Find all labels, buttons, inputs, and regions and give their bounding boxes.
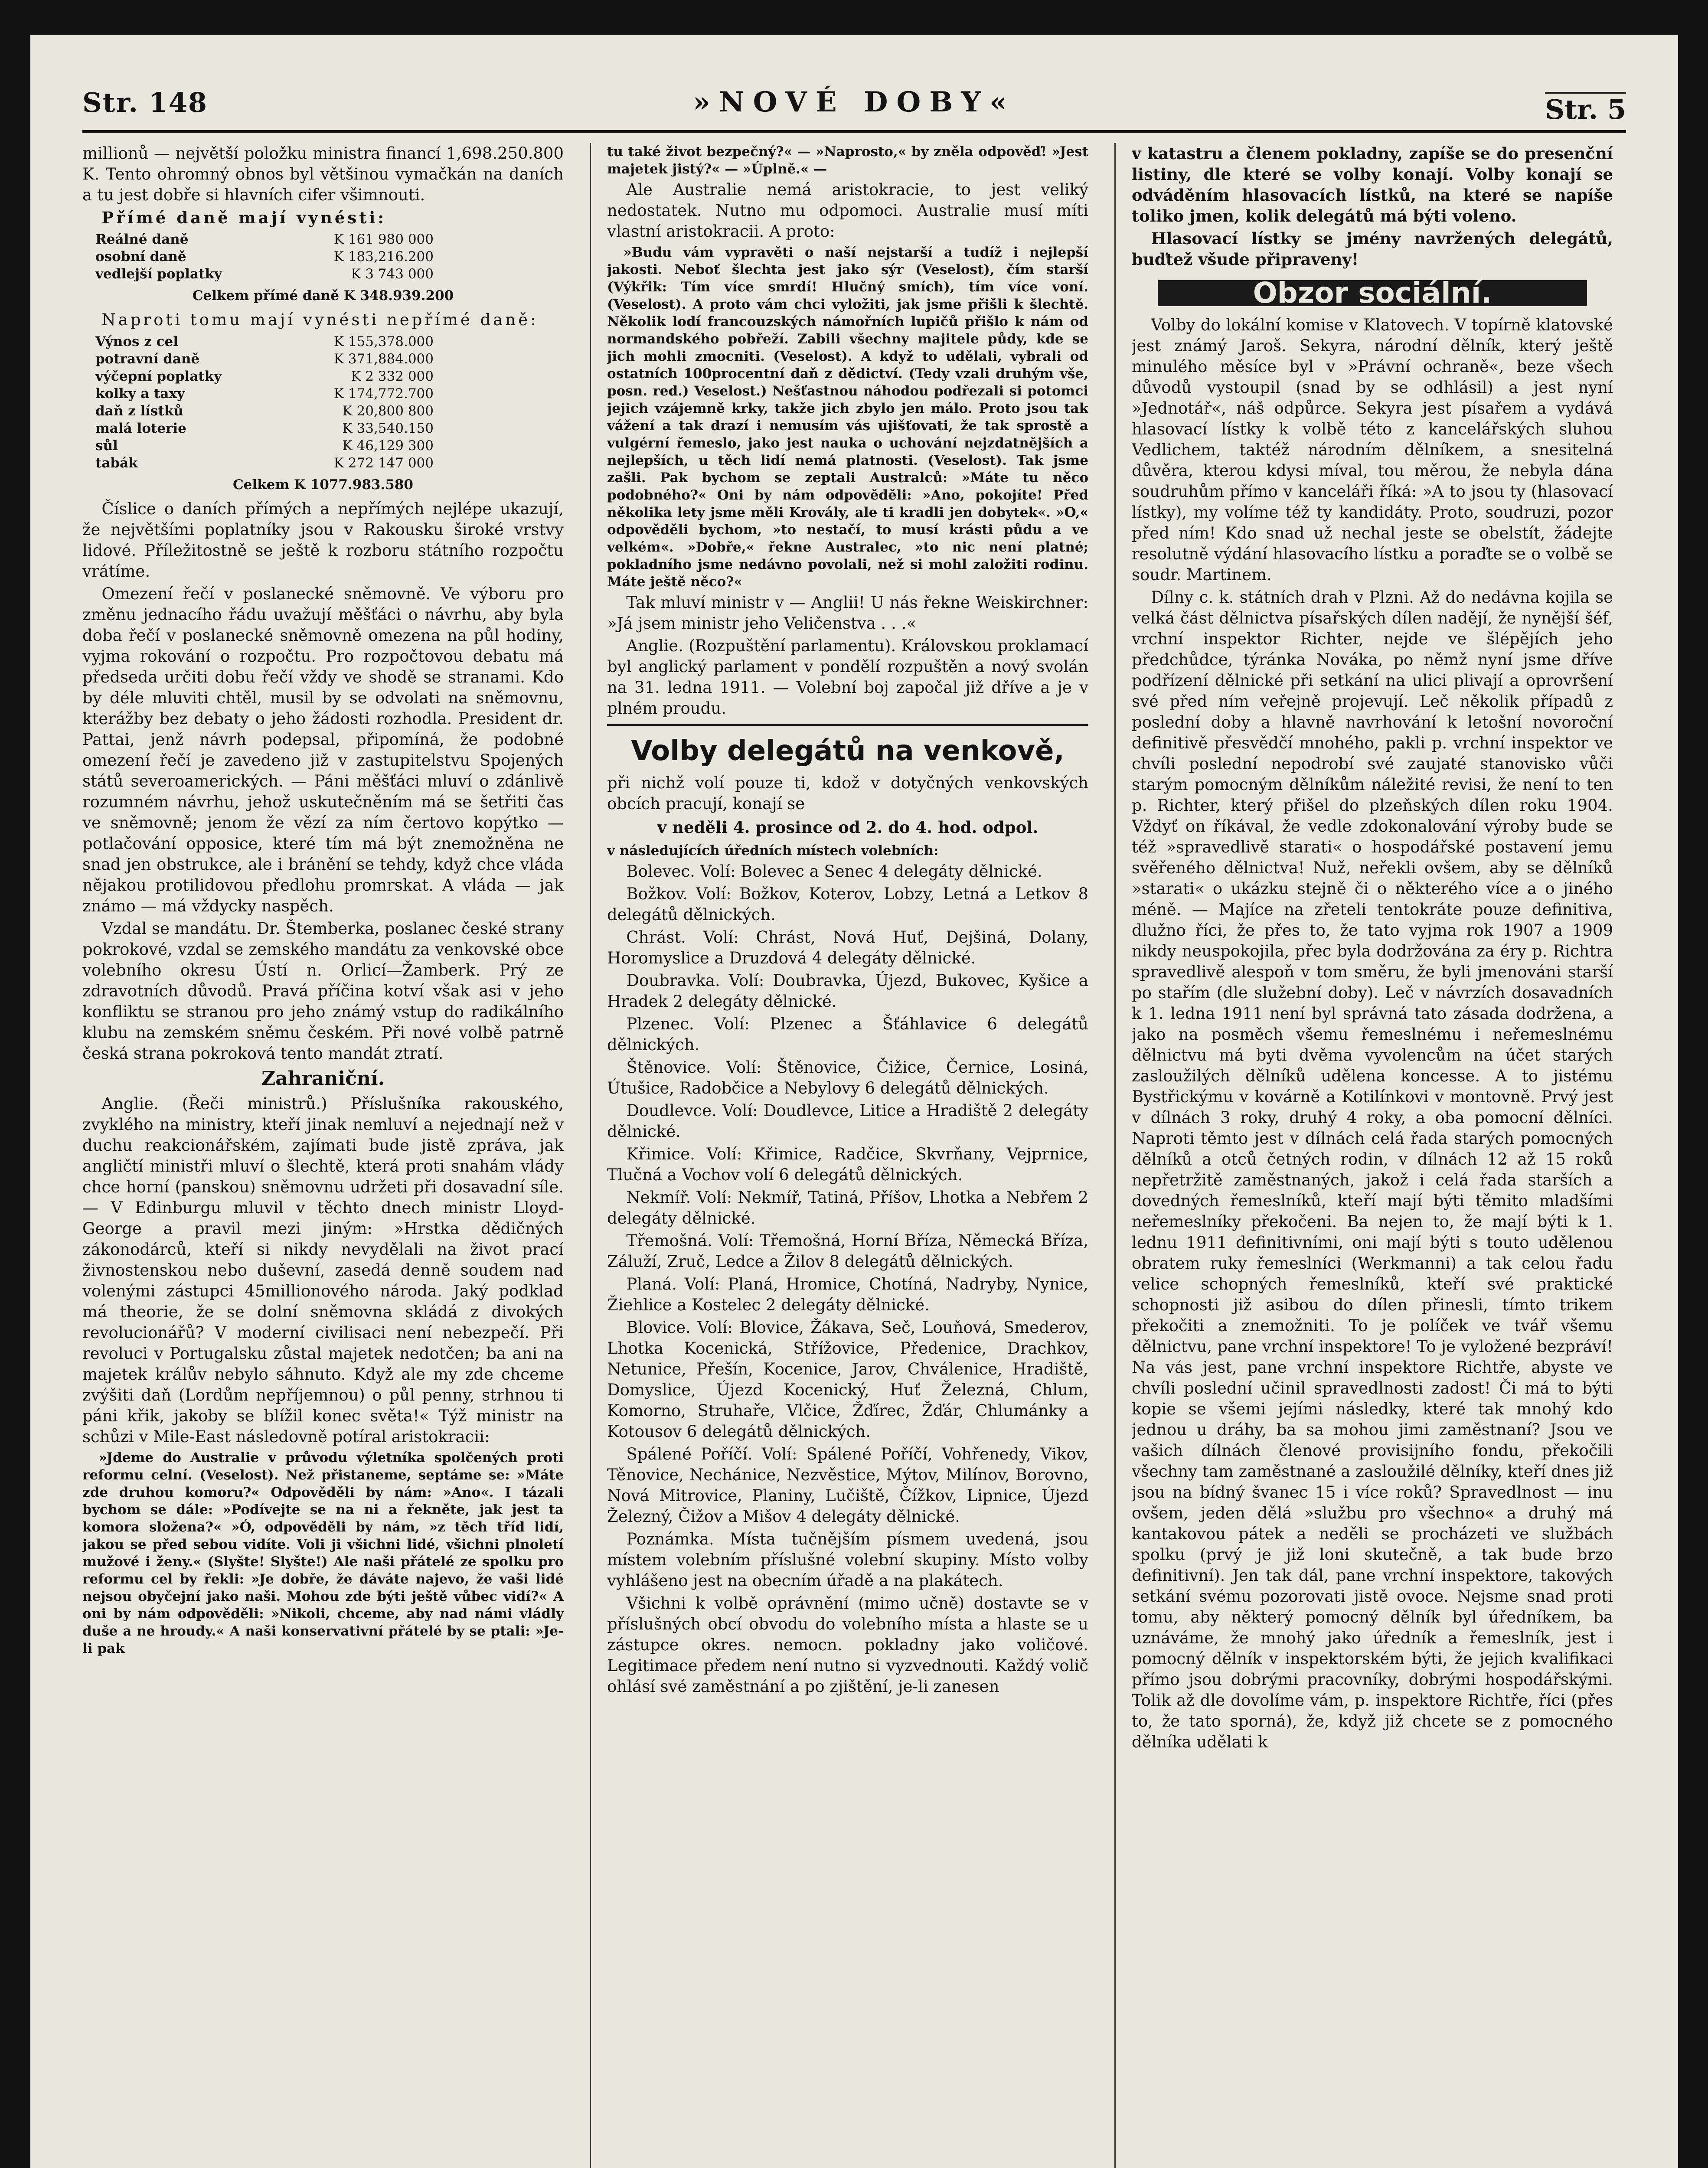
paragraph: Volby do lokální komise v Klatovech. V topírně klatovské jest známý Jaroš. Sekyra, národní dělník, který ještě minulého měsíce byl v »Právní ochraně«, beze všech důvodů vystoupil (snad by se odhlásil) a jest nyní »Jednotář«, náš odpůrce. Sekyra jest písařem a vydává hlasovací lístky k volbě této z kancelářských sluhou Vedlichem, taktéž národním dělníkem, a snesitelná důvěra, kterou kdysi míval, tou měrou, že nebyla dána soudruhům přímo v kanceláři říká: »A to jsou ty (hlasovací lístky), my volíme též ty kandidáty. Proto, soudruzi, pozor před ním! Kdo snad už nechal jeste se obelstít, žádejte resolutně výdání hlasovacího lístku a poraďte se o volbě se soudr. Martinem. [1132,316,1613,584]
paragraph: Tak mluví ministr v — Anglii! U nás řekne Weiskirchner: »Já jsem ministr jeho Veličenstva . . .« [607,593,1088,633]
paragraph: v katastru a členem pokladny, zapíše se do presenční listiny, dle které se volby konají. Volby konají se odváděním hlasovacích lístků, na které se napíše toliko jmen, kolik delegátů má býti voleno. [1132,144,1613,225]
paragraph: millionů — největší položku ministra financí 1,698.250.800 K. Tento ohromný obnos byl většinou vymačkán na daních a tu jest dobře si hlavních cifer všimnouti. [82,144,564,204]
list-item: Blovice. Volí: Blovice, Žákava, Seč, Louňová, Smederov, Lhotka Kocenická, Střížovice, Předenice, Drachkov, Netunice, Přešín, Kocenice, Jarov, Chválenice, Hradiště, Domyslice, Újezd Kocenický, Huť Železná, Chlum, Komorno, Struhaře, Vlčice, Žďírec, Žďár, Chlumánky a Kotousov 6 delegátů dělnických. [607,1318,1088,1441]
tax-amount: K 33,540.150 [342,421,434,436]
direct-taxes-table [95,231,564,283]
column-rule [590,143,591,2168]
page-header [82,74,1626,133]
tax-amount: K 20,800 800 [342,403,434,419]
paragraph: Dílny c. k. státních drah v Plzni. Až do nedávna kojila se velká část dělnictva písařských dílen nadějí, že nynější šéf, vrchní inspektor Richter, nejde ve šlépějích jeho předchůdce, týránka Nováka, po němž nyní jsme dříve podřízení dělnické při setkání na ulici plivají a oprovršení své před ním veřejně projevují. Leč několik případů z poslední doby a hlavně navrhování k letošní novoroční definitivě přesvědčí mnohého, pakli p. vrchní inspektor ve chvíli poslední nepodrobí své zaujaté stanovisko vůči starým pomocným dělníkům náležité revisi, že není to ten p. Richter, který přišel do plzeňských dílen roku 1904. Vždyť on říkával, že vedle zdokonalování výroby bude se též »spravedlivě starati« o hospodářské postavení jemu svěřeného dělnictva! Nuž, neřekli ovšem, aby se dělníků »starati« o ukázku stejně či o některého více a o jiného méně. — Majíce na zřeteli tentokráte pouze definitiva, dlužno říci, že přes to, že tato vyjma rok 1907 a 1909 nikdy neuspokojila, přec byla dodržována za éry p. Richtra spravedlivě alespoň v tom směru, že byli jmenováni starší po stařím (dle služební doby). Leč v návrzích dosavadních k 1. ledna 1911 není byl správná tato zásada dodržena, a jako na posměch všemu řemeslnému i neřemeslnému dělnictvu má byti dvěma vyvolencům na účet starých zasloužilých dělníků udělena koncesse. A to jistému Bystřickýmu v kovárně a Kotilínkovi v montovně. Prvý jest v dílnách 3 roky, druhý 4 roky, a oba pomocní dělníci. Naproti těmto jest v dílnách celá řada starých pomocných dělníků a otců četných rodin, v dílnách 12 až 15 roků nepřetržitě zaměstnaných, jakož i celá řada starších a dovedných řemeslníků, kteří mají býti těmito mladšími neřemeslníky překočeni. Ba nejen to, že mají býti k 1. lednu 1911 definitivními, oni mají býti s touto udělenou obratem ruky řemeslníci (Werkmanni) a tak celou řadu velice schopných řemeslníků, kteří své praktické schopnosti již asibou do dílen přinesli, tímto trikem překočiti a znemožniti. To je políček ve tvář všemu dělnictvu, pane vrchní inspektore! To je vyložené bezpráví! Na vás jest, pane vrchní inspektore Richtře, abyste ve chvíli poslední učinil spravedlnosti zadost! Či má to býti kopie se všemi jejími následky, které tak mnohý kdo jednou u dráhy, ba sa mohou jimi zaměstnaní? Jsou ve vašich dílnách členové provisijního fondu, překočili všechny tam zaměstnané a zasloužilé dělníky, kteří dnes již jsou na bídný švanec 15 i více roků? Spravedlnost — inu ovšem, jeden dělá »službu pro všechno« a druhý má kantakovou pátek a neděli se procházeti ve službách spolku (prvý je již loni skutečně, a tak bude brzo definitivní). Jen tak dál, pane vrchní inspektore, takových setkání svému pozorovati jistě ovoce. Nejsme snad proti tomu, aby některý pomocný dělník byl úředníkem, ba uznáváme, že mnohý jako úředník a řemeslník, jest i pomocný dělník v inspektorském býti, že jejich kvalifikaci přímo jsou dobrými pracovníky, dobrými hospodářskými. Tolik až dle dovolíme vám, p. inspektore Richtře, říci (přes to, že tato sporná), že, když již chcete se z pomocného dělníka udělati k [1132,588,1613,1751]
tax-amount: K 2 332 000 [351,369,434,384]
paragraph: Hlasovací lístky se jmény navržených delegátů, buďtež všude připraveny! [1132,229,1613,269]
page-number-left: Str. 148 [82,87,208,118]
tax-label: kolky a taxy [95,386,185,402]
column-1 [82,143,564,2168]
paragraph: Přímé daně mají vynésti: [101,208,387,227]
tax-amount: K 3 743 000 [351,266,434,282]
table-row [95,437,564,454]
tax-amount: K 174,772.700 [333,386,434,402]
paragraph: v následujících úředních místech volebních: [607,843,939,859]
table-row [95,231,564,248]
page-number-right: Str. 5 [1545,92,1626,125]
table-row [95,350,564,368]
list-item: Plzenec. Volí: Plzenec a Šťáhlavice 6 delegátů dělnických. [607,1015,1088,1054]
paragraph: Ale Australie nemá aristokracie, to jest veliký nedostatek. Nutno mu odpomoci. Australie musí míti vlastní aristokracii. A proto: [607,180,1088,241]
masthead-title: »NOVÉ DOBY« [693,86,1016,118]
tax-amount: K 371,884.000 [333,351,434,367]
tax-label: tabák [95,455,138,471]
tax-label: vedlejší poplatky [95,266,222,282]
list-item: Křimice. Volí: Křimice, Radčice, Skvrňany, Vejprnice, Tlučná a Vochov volí 6 delegátů dělnických. [607,1145,1088,1184]
tax-label: výčepní poplatky [95,369,222,384]
list-item: Doubravka. Volí: Doubravka, Újezd, Bukovec, Kyšice a Hradek 2 delegáty dělnické. [607,971,1088,1011]
tax-amount: K 272 147 000 [333,455,434,471]
paragraph: Anglie. (Rozpuštění parlamentu). Královskou proklamací byl anglický parlament v pondělí rozpuštěn a nový svolán na 31. ledna 1911. — Volební boj započal již dříve a je v plném proudu. [607,637,1088,718]
tax-label: potravní daně [95,351,200,367]
election-date: v neděli 4. prosince od 2. do 4. hod. odpol. [657,818,1039,837]
table-row [95,333,564,350]
table-row [95,385,564,402]
paragraph: Číslice o daních přímých a nepřímých nejlépe ukazují, že největšími poplatníky jsou v Rakousku široké vrstvy lidové. Příležitostně se ještě k rozboru státního rozpočtu vrátíme. [82,500,564,581]
tax-label: Výnos z cel [95,334,179,349]
column-3 [1132,143,1613,2168]
quote-paragraph: »Jdeme do Australie v průvodu výletníka spolčených proti reformu celní. (Veselost). Než přistaneme, septáme se: »Máte zde druhou komoru?« Odpověděli by nám: »Ano«. I tázali bychom se dále: »Podívejte se na ni a řekněte, jak jest ta komora složena?« »Ó, odpověděli by nám, »z těch tříd lidí, jakou se před sebou vidíte. Voli ji všichni lidé, všichni plnoletí mužové i ženy.« (Slyšte! Slyšte!) Ale naši přátelé ze spolku pro reformu cel by řekli: »Je dobře, že dáváte najevo, že vaši lidé nejsou obyčejní jako naši. Mohou zde býti ještě vůbec vidí?« A oni by nám odpověděli: »Nikoli, chceme, aby nad námi vládly duše a ne hroudy.« A naši konservativní přátelé by se ptali: »Je-li pak [82,1450,564,1656]
list-item: Planá. Volí: Planá, Hromice, Chotíná, Nadryby, Nynice, Žiehlice a Kostelec 2 delegáty dělnické. [607,1275,1088,1314]
tax-amount: K 155,378.000 [333,334,434,349]
list-item: Štěnovice. Volí: Štěnovice, Čižice, Černice, Losiná, Útušice, Radobčice a Nebylovy 6 delegátů dělnických. [607,1058,1088,1097]
quote-paragraph: »Budu vám vypravěti o naší nejstarší a tudíž i nejlepší jakosti. Neboť šlechta jest jako sýr (Veselost), čím starší (Výkřik: Tím více smrdí! Hlučný smích), tím více voní. (Veselost). A proto vám chci vyložiti, jak jsme přišli k šlechtě. Několik lodí francouzských námořních lupičů přišlo k nám od normandského pobřeží. Zabili všechny majitele půdy, kde se jich mohli zmocniti. (Veselost). A když to udělali, vybrali od ostatních 100procentní daň z dědictví. (Tedy vzali druhým vše, posn. red.) Veselost.) Nešťastnou náhodou podřezali si potomci jejich vzájemně krky, takže jich zbylo jen málo. Proto jsou tak vážení a tak drazí i nemusím vás ujišťovati, že tak sprostě a vulgérní řemeslo, jako jest nauka o uchování nejzdatnějších a nejlepších, u těch lidí nemá platnosti. (Veselost). Tak jsme zašli. Pak bychom se zeptali Australců: »Máte tu něco podobného?« Oni by nám odpověděli: »Ano, pokojíte! Před několika lety jsme měli Krovály, ale ti kradli jen dobytek«. »O,« odpověděli bychom, »to nestačí, to musí krásti půdu a ve velkém«. »Dobře,« řekne Australec, »to nic není platné; pokladního jsme nedávno povolali, než si mohl založiti rodinu. Máte ještě něco?« [607,245,1088,590]
section-heading: Obzor sociální. [1158,280,1587,306]
list-item: Nekmíř. Volí: Nekmíř, Tatiná, Příšov, Lhotka a Nebřem 2 delegáty dělnické. [607,1188,1088,1228]
table-row [95,454,564,472]
table-row [95,420,564,437]
indirect-taxes-table [95,333,564,472]
paragraph: Všichni k volbě oprávnění (mimo učně) dostavte se v příslušných obcí obvodu do volebního místa a hlaste se u zástupce okres. nemocn. pokladny jako voličové. Legitimace předem není nutno si vyzvednouti. Každý volič ohlásí své zaměstnání a po zjištění, je-li zanesen [607,1594,1088,1696]
table-row [95,248,564,265]
list-item: Spálené Poříčí. Volí: Spálené Poříčí, Vohřenedy, Vikov, Těnovice, Nechánice, Nezvěstice, Mýtov, Milínov, Borovno, Nová Mitrovice, Planiny, Lučiště, Čížkov, Lipnice, Újezd Železný, Čižov a Mišov 4 delegáty dělnické. [607,1445,1088,1526]
column-2 [607,143,1088,2168]
divider [607,724,1088,726]
list-item: Doudlevce. Volí: Doudlevce, Litice a Hradiště 2 delegáty dělnické. [607,1101,1088,1141]
paragraph: při nichž volí pouze ti, kdož v dotyčných venkovských obcích pracují, konají se [607,774,1088,813]
table-row [95,402,564,420]
tax-label: daň z lístků [95,403,183,419]
list-item: Třemošná. Volí: Třemošná, Horní Bříza, Německá Bříza, Záluží, Zruč, Ledce a Žilov 8 delegátů dělnických. [607,1231,1088,1271]
table-row [95,368,564,385]
indirect-total: Celkem K 1077.983.580 [233,477,413,493]
paragraph: Anglie. (Řeči ministrů.) Příslušníka rakouského, zvyklého na ministry, kteří jinak nemluví a nejednají než v duchu reakcionářském, zajímati bude jistě zpráva, jak angličtí ministři mluví o šlechtě, která proti snahám vlády chce horní (panskou) sněmovnu udržeti při dosavadní síle. — V Edinburgu mluvil v těchto dnech ministr Lloyd-George a pravil mezi jiným: »Hrstka dědičných zákonodárců, kteří si nikdy nevydělali na život prací živnostenskou nebo duševní, zasedá denně soudem nad volenými zástupci 45millionového národa. Jaký podklad má theorie, že se dolní sněmovna skládá z divokých revolucionářů? V moderní civilisaci není nebezpečí. Při revoluci v Portugalsku zůstal majetek nedotčen; ba ani na majetek králův nebylo sáhnuto. Když ale my zde chceme zvýšiti daň (Lordům nepříjemnou) o půl penny, strhnou ti páni křik, jakoby se blížil konec světa!« Týž ministr na schůzi v Mile-East následovně potíral aristokracii: [82,1094,564,1446]
list-item: Chrást. Volí: Chrást, Nová Huť, Dejšiná, Dolany, Horomyslice a Druzdová 4 delegáty dělnické. [607,928,1088,967]
table-row [95,265,564,283]
column-rule [1114,143,1116,2168]
paragraph: Naproti tomu mají vynésti nepřímé daně: [101,310,539,329]
list-item: Bolevec. Volí: Bolevec a Senec 4 delegáty dělnické. [626,862,1042,881]
list-item: Božkov. Volí: Božkov, Koterov, Lobzy, Letná a Letkov 8 delegátů dělnických. [607,885,1088,924]
paragraph: Poznámka. Místa tučnějším písmem uvedená, jsou místem volebním příslušné volební skupiny. Místo volby vyhlášeno jest na obecním úřadě a na plakátech. [607,1530,1088,1590]
tax-label: Reálné daně [95,232,189,247]
direct-total: Celkem přímé daně K 348.939.200 [192,288,454,304]
tax-label: osobní daně [95,249,186,264]
section-heading: Zahraniční. [261,1068,385,1090]
tax-label: sůl [95,438,118,454]
tax-amount: K 183,216.200 [333,249,434,264]
tax-amount: K 46,129 300 [342,438,434,454]
election-headline: Volby delegátů na venkově, [631,735,1065,767]
paragraph: Vzdal se mandátu. Dr. Štemberka, poslanec české strany pokrokové, vzdal se zemského mandátu za venkovské obce volebního okresu Ústí n. Orlicí—Žamberk. Prý ze zdravotních důvodů. Pravá příčina kotví však asi v jeho konfliktu se stranou pro jeho známý vstup do radikálního klubu na zemském sněmu českém. Při nové volbě patrně česká strana pokroková tento mandát ztratí. [82,919,564,1063]
paragraph: Omezení řečí v poslanecké sněmovně. Ve výboru pro změnu jednacího řádu uvažují měšťáci o návrhu, aby byla doba řečí v poslanecké sněmovně omezena na půl hodiny, vyjma rokování o rozpočtu. Pro rozpočtovou debatu má předseda určiti dobu řečí vždy ve shodě se stranami. Kdo by déle mluviti chtěl, musil by se odvolati na sněmovnu, kterážby bez debaty o jeho žádosti rozhodla. President dr. Pattai, jenž návrh podepsal, připomíná, že podobné omezení řečí je zavedeno již v zastupitelstvu Spojených států severoamerických. — Páni měšťáci mluví o zdánlivě rozumném návrhu, jehož uskutečněním má se šetřiti čas ve sněmovně; jenom že vězí za ním čertovo kopýtko — potlačování opposice, které tím má být znemožněna ne snad jen obstrukce, ale i bránění se tehdy, když chce vláda nějakou protilidovou předlohu promrskat. A vláda — jak známo — má vždycky naspěch. [82,584,564,915]
tax-amount: K 161 980 000 [333,232,434,247]
tax-label: malá loterie [95,421,186,436]
paragraph: tu také život bezpečný?« — »Naprosto,« by zněla odpověď! »Jest majetek jistý?« — »Úplně.« — [607,144,1088,177]
newspaper-page [30,35,1678,2168]
